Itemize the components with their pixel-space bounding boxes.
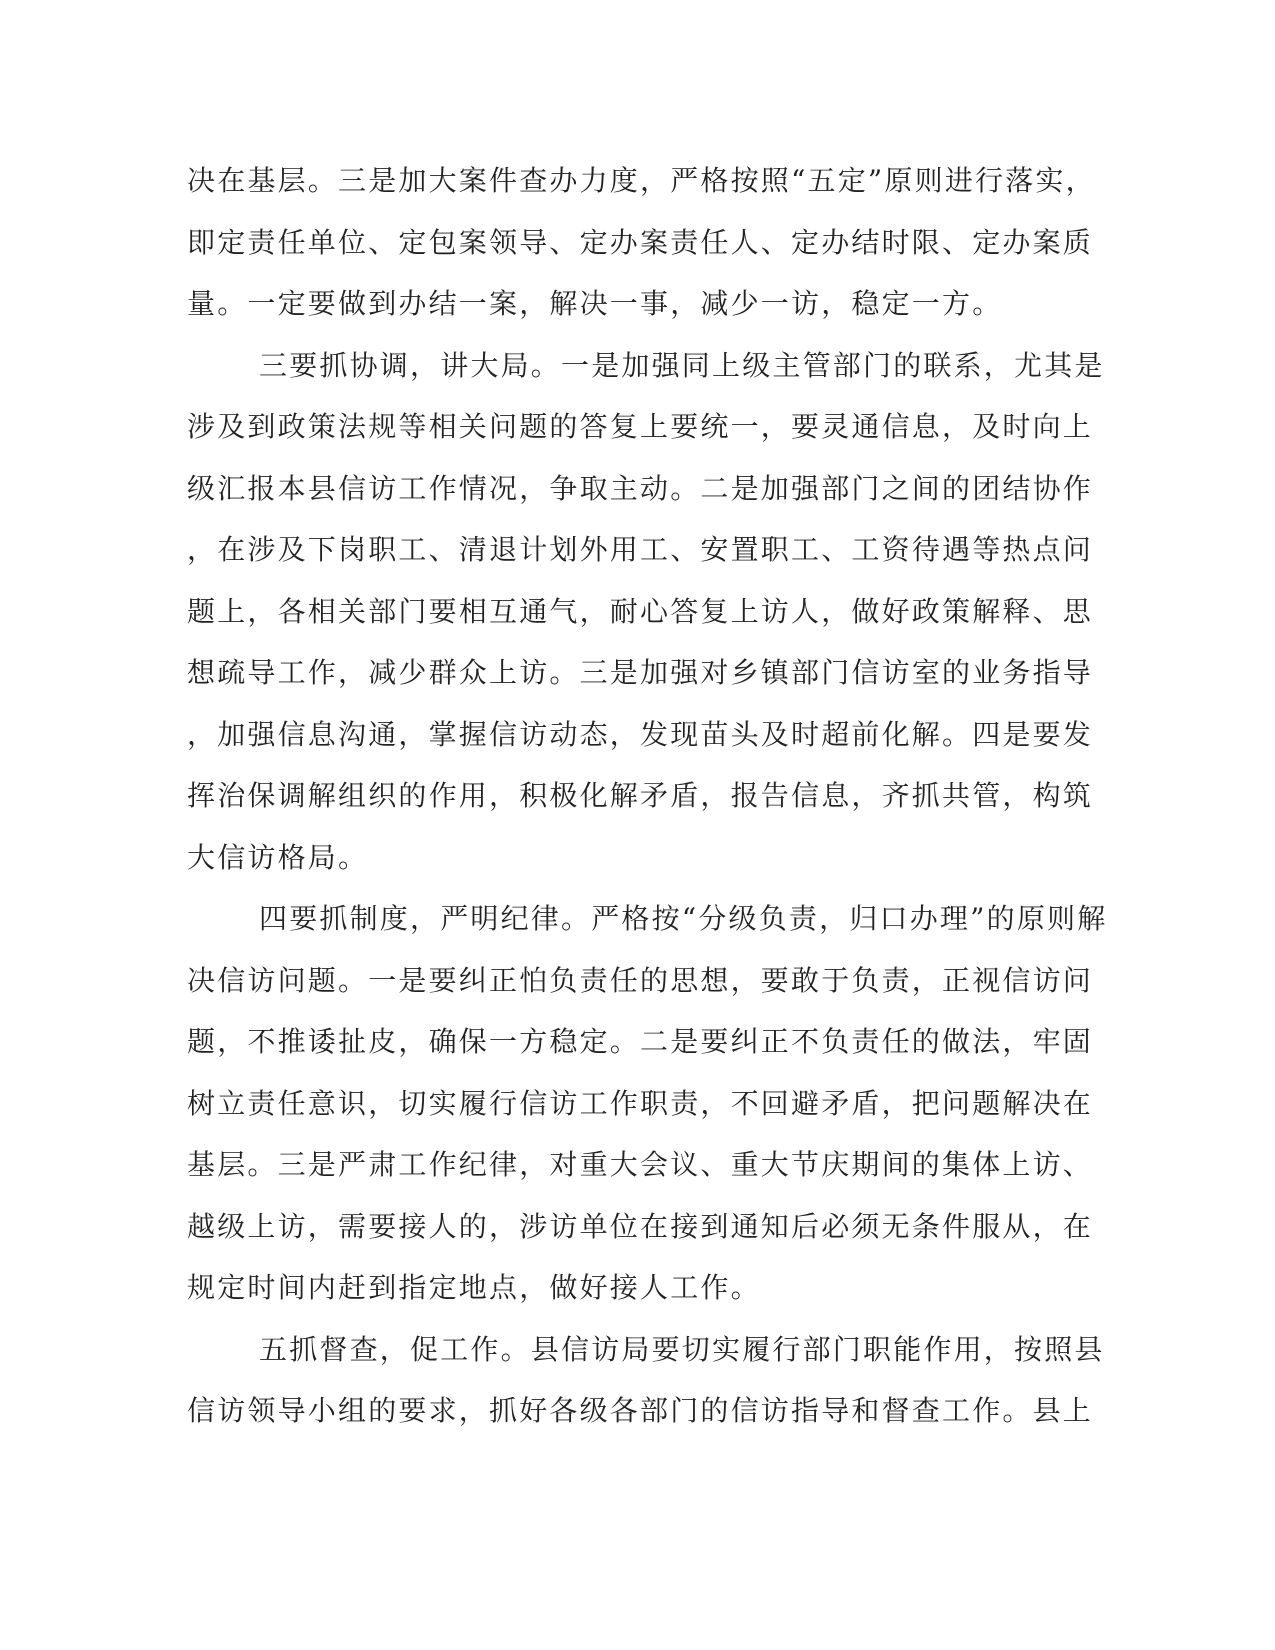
text-line: 三要抓协调，讲大局。一是加强同上级主管部门的联系，尤其是 — [259, 348, 1105, 382]
text-line: 量。一定要做到办结一案，解决一事，减少一访，稳定一方。 — [187, 287, 1003, 320]
text-line: 即定责任单位、定包案领导、定办案责任人、定办结时限、定办案质 — [187, 225, 1094, 259]
text-line: 决信访问题。一是要纠正怕负责任的思想，要敢于负责，正视信访问 — [187, 963, 1094, 997]
text-line: 决在基层。三是加大案件查办力度，严格按照“五定”原则进行落实， — [187, 164, 1096, 197]
text-line: 级汇报本县信访工作情况，争取主动。二是加强部门之间的团结协作 — [187, 471, 1094, 505]
text-line: 大信访格局。 — [187, 840, 369, 874]
body-text — [187, 160, 1108, 1452]
text-line: 挥治保调解组织的作用，积极化解矛盾，报告信息，齐抓共管，构筑 — [187, 779, 1094, 812]
text-line: 四要抓制度，严明纪律。严格按“分级负责，归口办理”的原则解 — [259, 902, 1108, 935]
text-line: 树立责任意识，切实履行信访工作职责，不回避矛盾，把问题解决在 — [187, 1086, 1094, 1120]
paragraph-2 — [187, 345, 1105, 899]
text-line: 信访领导小组的要求，抓好各级各部门的信访指导和督查工作。县上 — [187, 1394, 1094, 1427]
text-line: ，在涉及下岗职工、清退计划外用工、安置职工、工资待遇等热点问 — [187, 533, 1094, 566]
text-line: 想疏导工作，减少群众上访。三是加强对乡镇部门信访室的业务指导 — [187, 656, 1094, 689]
text-line: 涉及到政策法规等相关问题的答复上要统一，要灵通信息，及时向上 — [187, 410, 1094, 443]
text-line: ，加强信息沟通，掌握信访动态，发现苗头及时超前化解。四是要发 — [187, 717, 1094, 751]
text-line: 规定时间内赶到指定地点，做好接人工作。 — [187, 1271, 761, 1304]
text-line: 越级上访，需要接人的，涉访单位在接到通知后必须无条件服从，在 — [187, 1209, 1094, 1243]
text-line: 题上，各相关部门要相互通气，耐心答复上访人，做好政策解释、思 — [187, 594, 1094, 628]
paragraph-1 — [187, 160, 1096, 345]
text-line: 五抓督查，促工作。县信访局要切实履行部门职能作用，按照县 — [259, 1332, 1105, 1366]
text-line: 基层。三是严肃工作纪律，对重大会议、重大节庆期间的集体上访、 — [187, 1148, 1094, 1181]
paragraph-3 — [187, 898, 1108, 1329]
text-line: 题，不推诿扯皮，确保一方稳定。二是要纠正不负责任的做法，牢固 — [187, 1025, 1094, 1058]
paragraph-4 — [187, 1329, 1105, 1452]
